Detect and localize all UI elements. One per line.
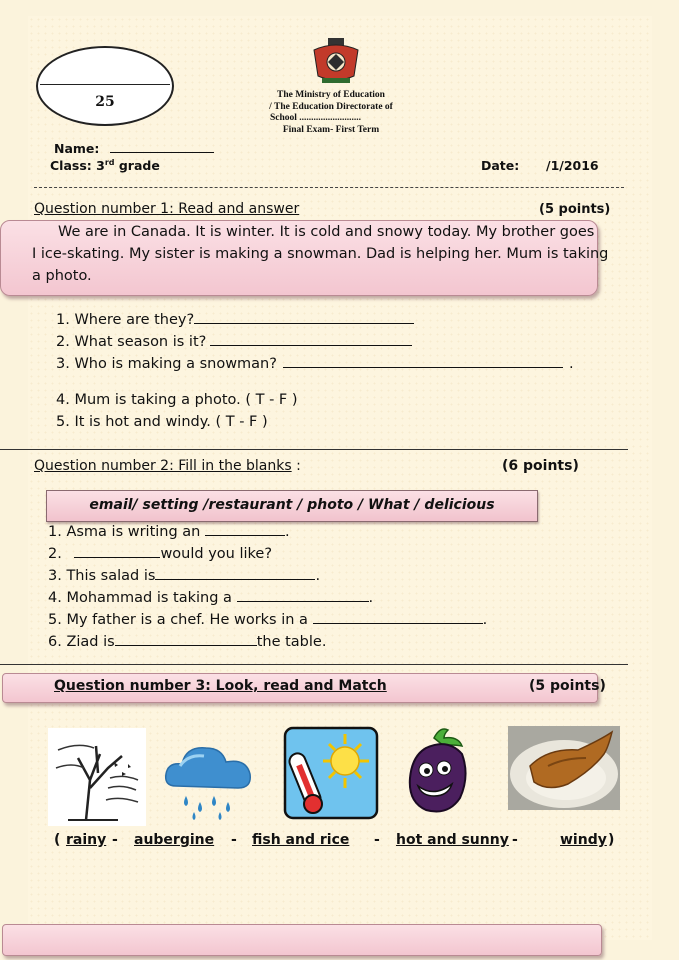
answer-blank[interactable] bbox=[210, 331, 412, 346]
match-close-paren: ) bbox=[608, 832, 615, 848]
answer-blank[interactable] bbox=[155, 565, 315, 580]
item-end: . bbox=[482, 612, 488, 628]
q2-colon: : bbox=[296, 458, 301, 474]
item-text: 6. Ziad is bbox=[48, 634, 115, 650]
item-text: 2. bbox=[48, 546, 62, 562]
option-text: windy bbox=[560, 832, 607, 848]
item-text: 3. This salad is bbox=[48, 568, 156, 584]
q1-paragraph bbox=[32, 221, 622, 287]
q1-divider bbox=[0, 449, 628, 450]
match-option-windy bbox=[560, 832, 607, 848]
q1-question-2 bbox=[56, 331, 412, 353]
paragraph-line: We are in Canada. It is winter. It is cold and snowy today. My brother goes bbox=[58, 224, 595, 240]
score-oval bbox=[36, 46, 174, 126]
q2-item-2 bbox=[48, 543, 272, 565]
date-label: Date: bbox=[481, 158, 520, 173]
q2-item-5 bbox=[48, 609, 487, 631]
answer-blank[interactable] bbox=[115, 631, 257, 646]
answer-blank[interactable] bbox=[313, 609, 483, 624]
match-sep: - bbox=[374, 832, 380, 848]
item-end: . bbox=[315, 568, 321, 584]
match-option-fish-and-rice bbox=[240, 832, 349, 848]
q1-question-4: 4. Mum is taking a photo. ( T - F ) bbox=[56, 392, 298, 408]
answer-blank[interactable] bbox=[194, 309, 414, 324]
name-row bbox=[54, 138, 214, 156]
q3-points: (5 points) bbox=[529, 678, 606, 694]
option-text: hot and sunny bbox=[396, 832, 509, 848]
item-after: the table. bbox=[256, 634, 327, 650]
score-value: 25 bbox=[95, 94, 115, 110]
option-text: rainy bbox=[66, 832, 107, 848]
fish-dish-icon bbox=[508, 726, 620, 810]
match-option-rainy bbox=[66, 832, 106, 848]
class-suffix: grade bbox=[114, 158, 160, 174]
bottom-bar bbox=[2, 924, 602, 956]
q2-item-4 bbox=[48, 587, 373, 609]
q2-item-6 bbox=[48, 631, 326, 653]
word-bank bbox=[46, 490, 538, 522]
item-text: 5. My father is a chef. He works in a bbox=[48, 612, 308, 628]
item-after: would you like? bbox=[160, 546, 273, 562]
windy-tree-icon bbox=[48, 728, 146, 826]
class-superscript: rd bbox=[104, 158, 115, 167]
ministry-crest-icon bbox=[308, 36, 364, 86]
question-text: 2. What season is it? bbox=[56, 334, 207, 350]
rain-cloud-icon bbox=[160, 736, 258, 824]
q1-question-3 bbox=[56, 353, 574, 375]
answer-blank[interactable] bbox=[283, 353, 563, 368]
ministry-line: / The Education Directorate of bbox=[269, 101, 393, 112]
match-option-aubergine bbox=[134, 832, 214, 848]
question-text: 1. Where are they? bbox=[56, 312, 195, 328]
paragraph-line: I ice-skating. My sister is making a snowman. Dad is helping her. Mum is taking bbox=[32, 246, 609, 262]
q1-question-5: 5. It is hot and windy. ( T - F ) bbox=[56, 414, 268, 430]
name-label: Name: bbox=[54, 141, 100, 156]
answer-blank[interactable] bbox=[74, 543, 160, 558]
sun-thermometer-icon bbox=[283, 726, 379, 820]
match-open-paren: ( bbox=[54, 832, 61, 848]
q1-points: (5 points) bbox=[539, 202, 611, 217]
ministry-line: The Ministry of Education bbox=[277, 90, 385, 100]
match-sep: - bbox=[231, 832, 237, 848]
date-value: /1/2016 bbox=[546, 158, 599, 173]
item-end: . bbox=[284, 524, 290, 540]
q3-title: Question number 3: Look, read and Match bbox=[54, 678, 387, 694]
match-sep: - bbox=[512, 832, 518, 848]
header-divider bbox=[34, 187, 624, 188]
q2-title: Question number 2: Fill in the blanks bbox=[34, 458, 292, 474]
aubergine-icon bbox=[404, 724, 474, 816]
ministry-line: School .......................... bbox=[270, 113, 362, 123]
score-divider bbox=[40, 84, 170, 85]
option-text: fish and rice bbox=[252, 832, 350, 848]
match-option-hot-and-sunny bbox=[396, 832, 509, 848]
item-text: 1. Asma is writing an bbox=[48, 524, 201, 540]
class-row bbox=[50, 158, 160, 173]
answer-blank[interactable] bbox=[237, 587, 369, 602]
paragraph-line: a photo. bbox=[32, 268, 92, 284]
q2-points: (6 points) bbox=[502, 458, 579, 474]
ministry-header bbox=[236, 90, 426, 136]
q1-title: Question number 1: Read and answer bbox=[34, 201, 300, 217]
name-blank[interactable] bbox=[110, 138, 214, 153]
answer-blank[interactable] bbox=[205, 521, 285, 536]
item-end: . bbox=[368, 590, 374, 606]
q2-item-3 bbox=[48, 565, 320, 587]
ministry-line: Final Exam- First Term bbox=[282, 124, 380, 135]
option-text: aubergine bbox=[134, 832, 215, 848]
class-label: Class: 3 bbox=[50, 158, 105, 174]
word-bank-text: email/ setting /restaurant / photo / What / delicious bbox=[89, 497, 495, 513]
q1-question-1 bbox=[56, 309, 414, 331]
q2-item-1 bbox=[48, 521, 290, 543]
question-end: . bbox=[568, 356, 574, 372]
question-text: 3. Who is making a snowman? bbox=[56, 356, 277, 372]
match-sep: - bbox=[112, 832, 118, 848]
q2-title-row bbox=[34, 458, 301, 474]
q2-divider bbox=[0, 664, 628, 665]
item-text: 4. Mohammad is taking a bbox=[48, 590, 232, 606]
